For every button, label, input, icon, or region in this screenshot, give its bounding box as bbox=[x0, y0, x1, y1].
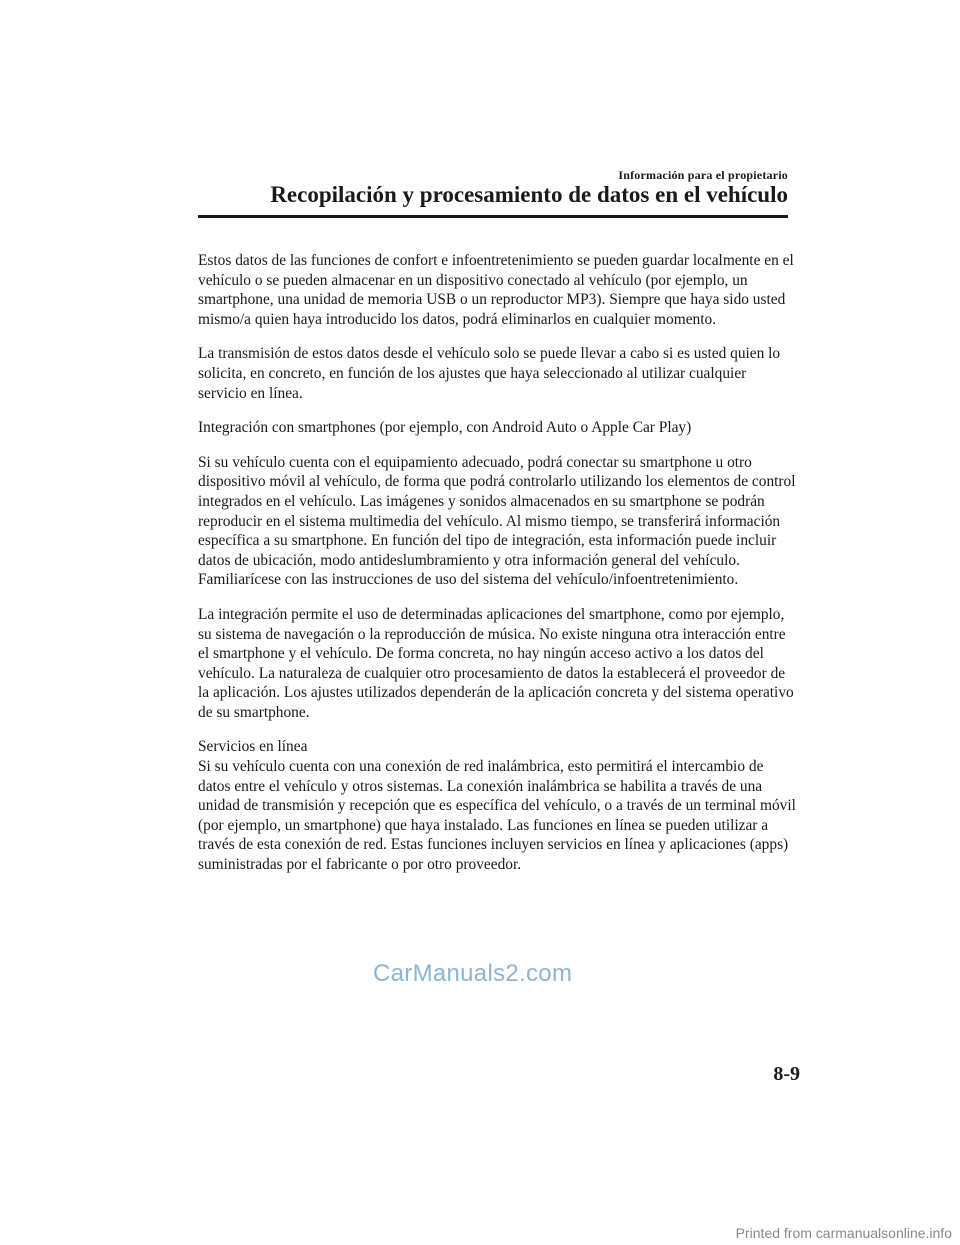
footer-link[interactable]: Printed from carmanualsonline.info bbox=[735, 1225, 952, 1241]
section-label: Información para el propietario bbox=[618, 168, 788, 182]
paragraph-storage: Estos datos de las funciones de confort e infoentretenimiento se pueden guardar localmente en el vehículo o se pueden almacenar en un dispositivo conectado al vehículo (por ejemplo, un smartphone, una unidad de memoria USB o un reproductor MP3). Siempre que haya sido usted mismo/a quien haya introducido los datos, podrá eliminarlos en cualquier momento. bbox=[198, 252, 794, 328]
paragraph-online-services bbox=[198, 737, 798, 874]
paragraph-smartphone-heading: Integración con smartphones (por ejemplo, con Android Auto o Apple Car Play) bbox=[198, 419, 692, 437]
watermark-logo: CarManuals2.com bbox=[373, 960, 573, 987]
header-rule bbox=[198, 215, 788, 218]
paragraph-smartphone-connection: Si su vehículo cuenta con el equipamiento adecuado, podrá conectar su smartphone u otro dispositivo móvil al vehículo, de forma que podrá controlarlo utilizando los elementos de control integrados en el vehículo. Las imágenes y sonidos almacenados en su smartphone se podrán reproducir en el sistema multimedia del vehículo. Al mismo tiempo, se transferirá información específica a su smartphone. En función del tipo de integración, esta información puede incluir datos de ubicación, modo antideslumbramiento y otra información general del vehículo. Familiarícese con las instrucciones de uso del sistema del vehículo/infoentretenimiento. bbox=[198, 453, 796, 589]
paragraph-integration: La integración permite el uso de determinadas aplicaciones del smartphone, como por ejemplo, su sistema de navegación o la reproducción de música. No existe ninguna otra interacción entre el smartphone y el vehículo. De forma concreta, no hay ningún acceso activo a los datos del vehículo. La naturaleza de cualquier otro procesamiento de datos la establecerá el proveedor de la aplicación. Los ajustes utilizados dependerán de la aplicación concreta y del sistema operativo de su smartphone. bbox=[198, 605, 794, 721]
online-services-text: Si su vehículo cuenta con una conexión de red inalámbrica, esto permitirá el intercambio de datos entre el vehículo y otros sistemas. La conexión inalámbrica se habilita a través de una unidad de transmisión y recepción que es específica del vehículo, o a través de un terminal móvil (por ejemplo, un smartphone) que haya instalado. Las funciones en línea se pueden utilizar a través de esta conexión de red. Estas funciones incluyen servicios en línea y aplicaciones (apps) suministradas por el fabricante o por otro proveedor. bbox=[198, 758, 796, 874]
body-text bbox=[198, 251, 798, 890]
online-services-heading: Servicios en línea bbox=[198, 738, 308, 756]
paragraph-transmission: La transmisión de estos datos desde el vehículo solo se puede llevar a cabo si es usted quien lo solicita, en concreto, en función de los ajustes que haya seleccionado al utilizar cualquier servicio en línea. bbox=[198, 345, 781, 402]
page-title: Recopilación y procesamiento de datos en el vehículo bbox=[270, 182, 788, 207]
page-number: 8-9 bbox=[773, 1063, 800, 1085]
